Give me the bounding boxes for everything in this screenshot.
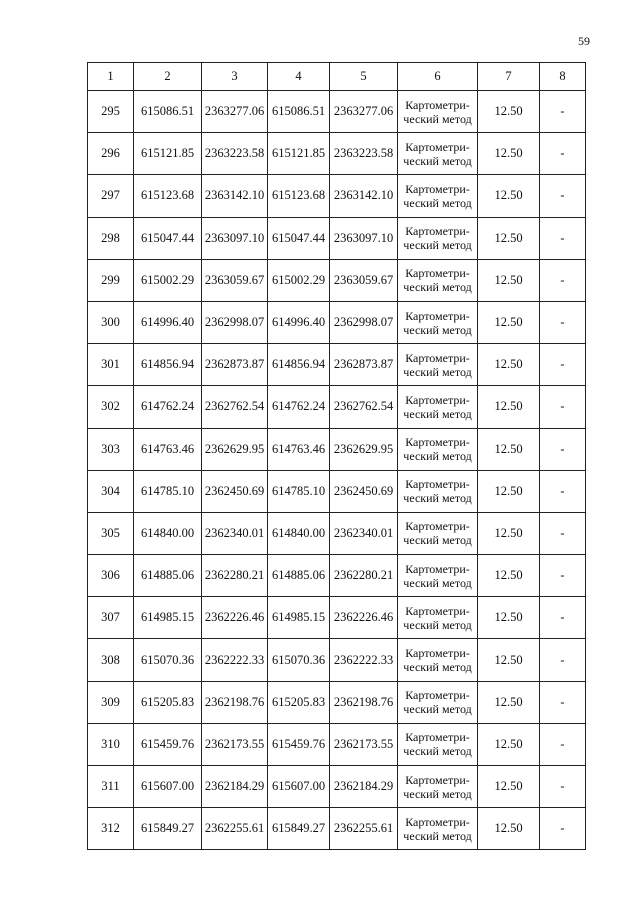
point-number-cell: 310 — [88, 723, 134, 765]
note-cell: - — [540, 808, 586, 850]
table-row — [88, 723, 586, 765]
x-coordinate-cell: 615849.27 — [268, 808, 330, 850]
accuracy-cell: 12.50 — [478, 766, 540, 808]
coordinates-table — [87, 62, 586, 850]
y-coordinate-cell: 2363142.10 — [202, 175, 268, 217]
table-row — [88, 681, 586, 723]
point-number-cell: 295 — [88, 91, 134, 133]
x-coordinate-cell: 614762.24 — [134, 386, 202, 428]
table-row — [88, 301, 586, 343]
method-cell: Картометри-ческий метод — [398, 91, 478, 133]
x-coordinate-cell: 615086.51 — [268, 91, 330, 133]
x-coordinate-cell: 614996.40 — [268, 301, 330, 343]
y-coordinate-cell: 2362184.29 — [330, 766, 398, 808]
accuracy-cell: 12.50 — [478, 470, 540, 512]
x-coordinate-cell: 614785.10 — [268, 470, 330, 512]
table-row — [88, 639, 586, 681]
method-cell: Картометри-ческий метод — [398, 512, 478, 554]
accuracy-cell: 12.50 — [478, 175, 540, 217]
point-number-cell: 311 — [88, 766, 134, 808]
table-body — [88, 91, 586, 850]
x-coordinate-cell: 615607.00 — [134, 766, 202, 808]
point-number-cell: 307 — [88, 597, 134, 639]
accuracy-cell: 12.50 — [478, 808, 540, 850]
y-coordinate-cell: 2363223.58 — [330, 133, 398, 175]
method-cell: Картометри-ческий метод — [398, 555, 478, 597]
x-coordinate-cell: 614840.00 — [134, 512, 202, 554]
note-cell: - — [540, 91, 586, 133]
accuracy-cell: 12.50 — [478, 428, 540, 470]
accuracy-cell: 12.50 — [478, 91, 540, 133]
y-coordinate-cell: 2362173.55 — [330, 723, 398, 765]
point-number-cell: 308 — [88, 639, 134, 681]
point-number-cell: 309 — [88, 681, 134, 723]
y-coordinate-cell: 2363059.67 — [330, 259, 398, 301]
x-coordinate-cell: 614856.94 — [268, 344, 330, 386]
x-coordinate-cell: 615205.83 — [268, 681, 330, 723]
method-cell: Картометри-ческий метод — [398, 639, 478, 681]
note-cell: - — [540, 344, 586, 386]
method-cell: Картометри-ческий метод — [398, 301, 478, 343]
y-coordinate-cell: 2362280.21 — [202, 555, 268, 597]
note-cell: - — [540, 259, 586, 301]
accuracy-cell: 12.50 — [478, 217, 540, 259]
y-coordinate-cell: 2362629.95 — [202, 428, 268, 470]
x-coordinate-cell: 614785.10 — [134, 470, 202, 512]
point-number-cell: 298 — [88, 217, 134, 259]
y-coordinate-cell: 2363142.10 — [330, 175, 398, 217]
y-coordinate-cell: 2363059.67 — [202, 259, 268, 301]
method-cell: Картометри-ческий метод — [398, 344, 478, 386]
column-header: 8 — [540, 63, 586, 91]
x-coordinate-cell: 615459.76 — [268, 723, 330, 765]
x-coordinate-cell: 614763.46 — [134, 428, 202, 470]
point-number-cell: 296 — [88, 133, 134, 175]
accuracy-cell: 12.50 — [478, 639, 540, 681]
y-coordinate-cell: 2362198.76 — [330, 681, 398, 723]
y-coordinate-cell: 2362450.69 — [202, 470, 268, 512]
method-cell: Картометри-ческий метод — [398, 597, 478, 639]
table-row — [88, 428, 586, 470]
note-cell: - — [540, 555, 586, 597]
point-number-cell: 306 — [88, 555, 134, 597]
point-number-cell: 312 — [88, 808, 134, 850]
table-row — [88, 91, 586, 133]
y-coordinate-cell: 2362173.55 — [202, 723, 268, 765]
y-coordinate-cell: 2362762.54 — [202, 386, 268, 428]
note-cell: - — [540, 175, 586, 217]
y-coordinate-cell: 2363097.10 — [202, 217, 268, 259]
accuracy-cell: 12.50 — [478, 597, 540, 639]
point-number-cell: 299 — [88, 259, 134, 301]
table-row — [88, 259, 586, 301]
y-coordinate-cell: 2362255.61 — [202, 808, 268, 850]
y-coordinate-cell: 2362222.33 — [330, 639, 398, 681]
x-coordinate-cell: 615205.83 — [134, 681, 202, 723]
note-cell: - — [540, 766, 586, 808]
point-number-cell: 302 — [88, 386, 134, 428]
x-coordinate-cell: 615002.29 — [134, 259, 202, 301]
point-number-cell: 297 — [88, 175, 134, 217]
table-row — [88, 555, 586, 597]
y-coordinate-cell: 2362998.07 — [202, 301, 268, 343]
column-header: 1 — [88, 63, 134, 91]
y-coordinate-cell: 2362873.87 — [330, 344, 398, 386]
y-coordinate-cell: 2362762.54 — [330, 386, 398, 428]
y-coordinate-cell: 2362873.87 — [202, 344, 268, 386]
y-coordinate-cell: 2362226.46 — [202, 597, 268, 639]
table-row — [88, 808, 586, 850]
y-coordinate-cell: 2363277.06 — [202, 91, 268, 133]
method-cell: Картометри-ческий метод — [398, 175, 478, 217]
method-cell: Картометри-ческий метод — [398, 808, 478, 850]
note-cell: - — [540, 639, 586, 681]
accuracy-cell: 12.50 — [478, 723, 540, 765]
y-coordinate-cell: 2362450.69 — [330, 470, 398, 512]
note-cell: - — [540, 723, 586, 765]
y-coordinate-cell: 2362280.21 — [330, 555, 398, 597]
method-cell: Картометри-ческий метод — [398, 217, 478, 259]
column-header: 6 — [398, 63, 478, 91]
x-coordinate-cell: 615002.29 — [268, 259, 330, 301]
column-header: 5 — [330, 63, 398, 91]
y-coordinate-cell: 2362222.33 — [202, 639, 268, 681]
y-coordinate-cell: 2362184.29 — [202, 766, 268, 808]
x-coordinate-cell: 615459.76 — [134, 723, 202, 765]
method-cell: Картометри-ческий метод — [398, 681, 478, 723]
point-number-cell: 305 — [88, 512, 134, 554]
table-row — [88, 386, 586, 428]
point-number-cell: 300 — [88, 301, 134, 343]
x-coordinate-cell: 614885.06 — [268, 555, 330, 597]
x-coordinate-cell: 614840.00 — [268, 512, 330, 554]
accuracy-cell: 12.50 — [478, 681, 540, 723]
column-header: 4 — [268, 63, 330, 91]
note-cell: - — [540, 681, 586, 723]
y-coordinate-cell: 2362255.61 — [330, 808, 398, 850]
table-row — [88, 217, 586, 259]
column-header: 3 — [202, 63, 268, 91]
x-coordinate-cell: 615849.27 — [134, 808, 202, 850]
note-cell: - — [540, 301, 586, 343]
note-cell: - — [540, 428, 586, 470]
table-row — [88, 470, 586, 512]
header-row — [88, 63, 586, 91]
x-coordinate-cell: 615047.44 — [134, 217, 202, 259]
accuracy-cell: 12.50 — [478, 259, 540, 301]
y-coordinate-cell: 2362198.76 — [202, 681, 268, 723]
point-number-cell: 304 — [88, 470, 134, 512]
accuracy-cell: 12.50 — [478, 301, 540, 343]
accuracy-cell: 12.50 — [478, 555, 540, 597]
x-coordinate-cell: 614885.06 — [134, 555, 202, 597]
note-cell: - — [540, 597, 586, 639]
accuracy-cell: 12.50 — [478, 344, 540, 386]
x-coordinate-cell: 614856.94 — [134, 344, 202, 386]
method-cell: Картометри-ческий метод — [398, 133, 478, 175]
note-cell: - — [540, 386, 586, 428]
x-coordinate-cell: 615070.36 — [134, 639, 202, 681]
y-coordinate-cell: 2362226.46 — [330, 597, 398, 639]
y-coordinate-cell: 2362629.95 — [330, 428, 398, 470]
note-cell: - — [540, 133, 586, 175]
x-coordinate-cell: 615607.00 — [268, 766, 330, 808]
x-coordinate-cell: 615123.68 — [134, 175, 202, 217]
note-cell: - — [540, 470, 586, 512]
page-number: 59 — [578, 34, 590, 48]
accuracy-cell: 12.50 — [478, 133, 540, 175]
note-cell: - — [540, 512, 586, 554]
method-cell: Картометри-ческий метод — [398, 386, 478, 428]
table-row — [88, 766, 586, 808]
x-coordinate-cell: 614985.15 — [134, 597, 202, 639]
point-number-cell: 303 — [88, 428, 134, 470]
y-coordinate-cell: 2362340.01 — [330, 512, 398, 554]
accuracy-cell: 12.50 — [478, 512, 540, 554]
method-cell: Картометри-ческий метод — [398, 428, 478, 470]
x-coordinate-cell: 615123.68 — [268, 175, 330, 217]
point-number-cell: 301 — [88, 344, 134, 386]
column-header: 7 — [478, 63, 540, 91]
y-coordinate-cell: 2363277.06 — [330, 91, 398, 133]
column-header: 2 — [134, 63, 202, 91]
table-row — [88, 133, 586, 175]
accuracy-cell: 12.50 — [478, 386, 540, 428]
y-coordinate-cell: 2362340.01 — [202, 512, 268, 554]
method-cell: Картометри-ческий метод — [398, 470, 478, 512]
x-coordinate-cell: 614763.46 — [268, 428, 330, 470]
y-coordinate-cell: 2362998.07 — [330, 301, 398, 343]
table-row — [88, 597, 586, 639]
x-coordinate-cell: 614996.40 — [134, 301, 202, 343]
x-coordinate-cell: 615047.44 — [268, 217, 330, 259]
note-cell: - — [540, 217, 586, 259]
x-coordinate-cell: 614985.15 — [268, 597, 330, 639]
x-coordinate-cell: 615070.36 — [268, 639, 330, 681]
method-cell: Картометри-ческий метод — [398, 766, 478, 808]
method-cell: Картометри-ческий метод — [398, 723, 478, 765]
y-coordinate-cell: 2363097.10 — [330, 217, 398, 259]
x-coordinate-cell: 615121.85 — [134, 133, 202, 175]
method-cell: Картометри-ческий метод — [398, 259, 478, 301]
x-coordinate-cell: 615121.85 — [268, 133, 330, 175]
table-row — [88, 175, 586, 217]
table-row — [88, 512, 586, 554]
y-coordinate-cell: 2363223.58 — [202, 133, 268, 175]
table-row — [88, 344, 586, 386]
x-coordinate-cell: 614762.24 — [268, 386, 330, 428]
x-coordinate-cell: 615086.51 — [134, 91, 202, 133]
